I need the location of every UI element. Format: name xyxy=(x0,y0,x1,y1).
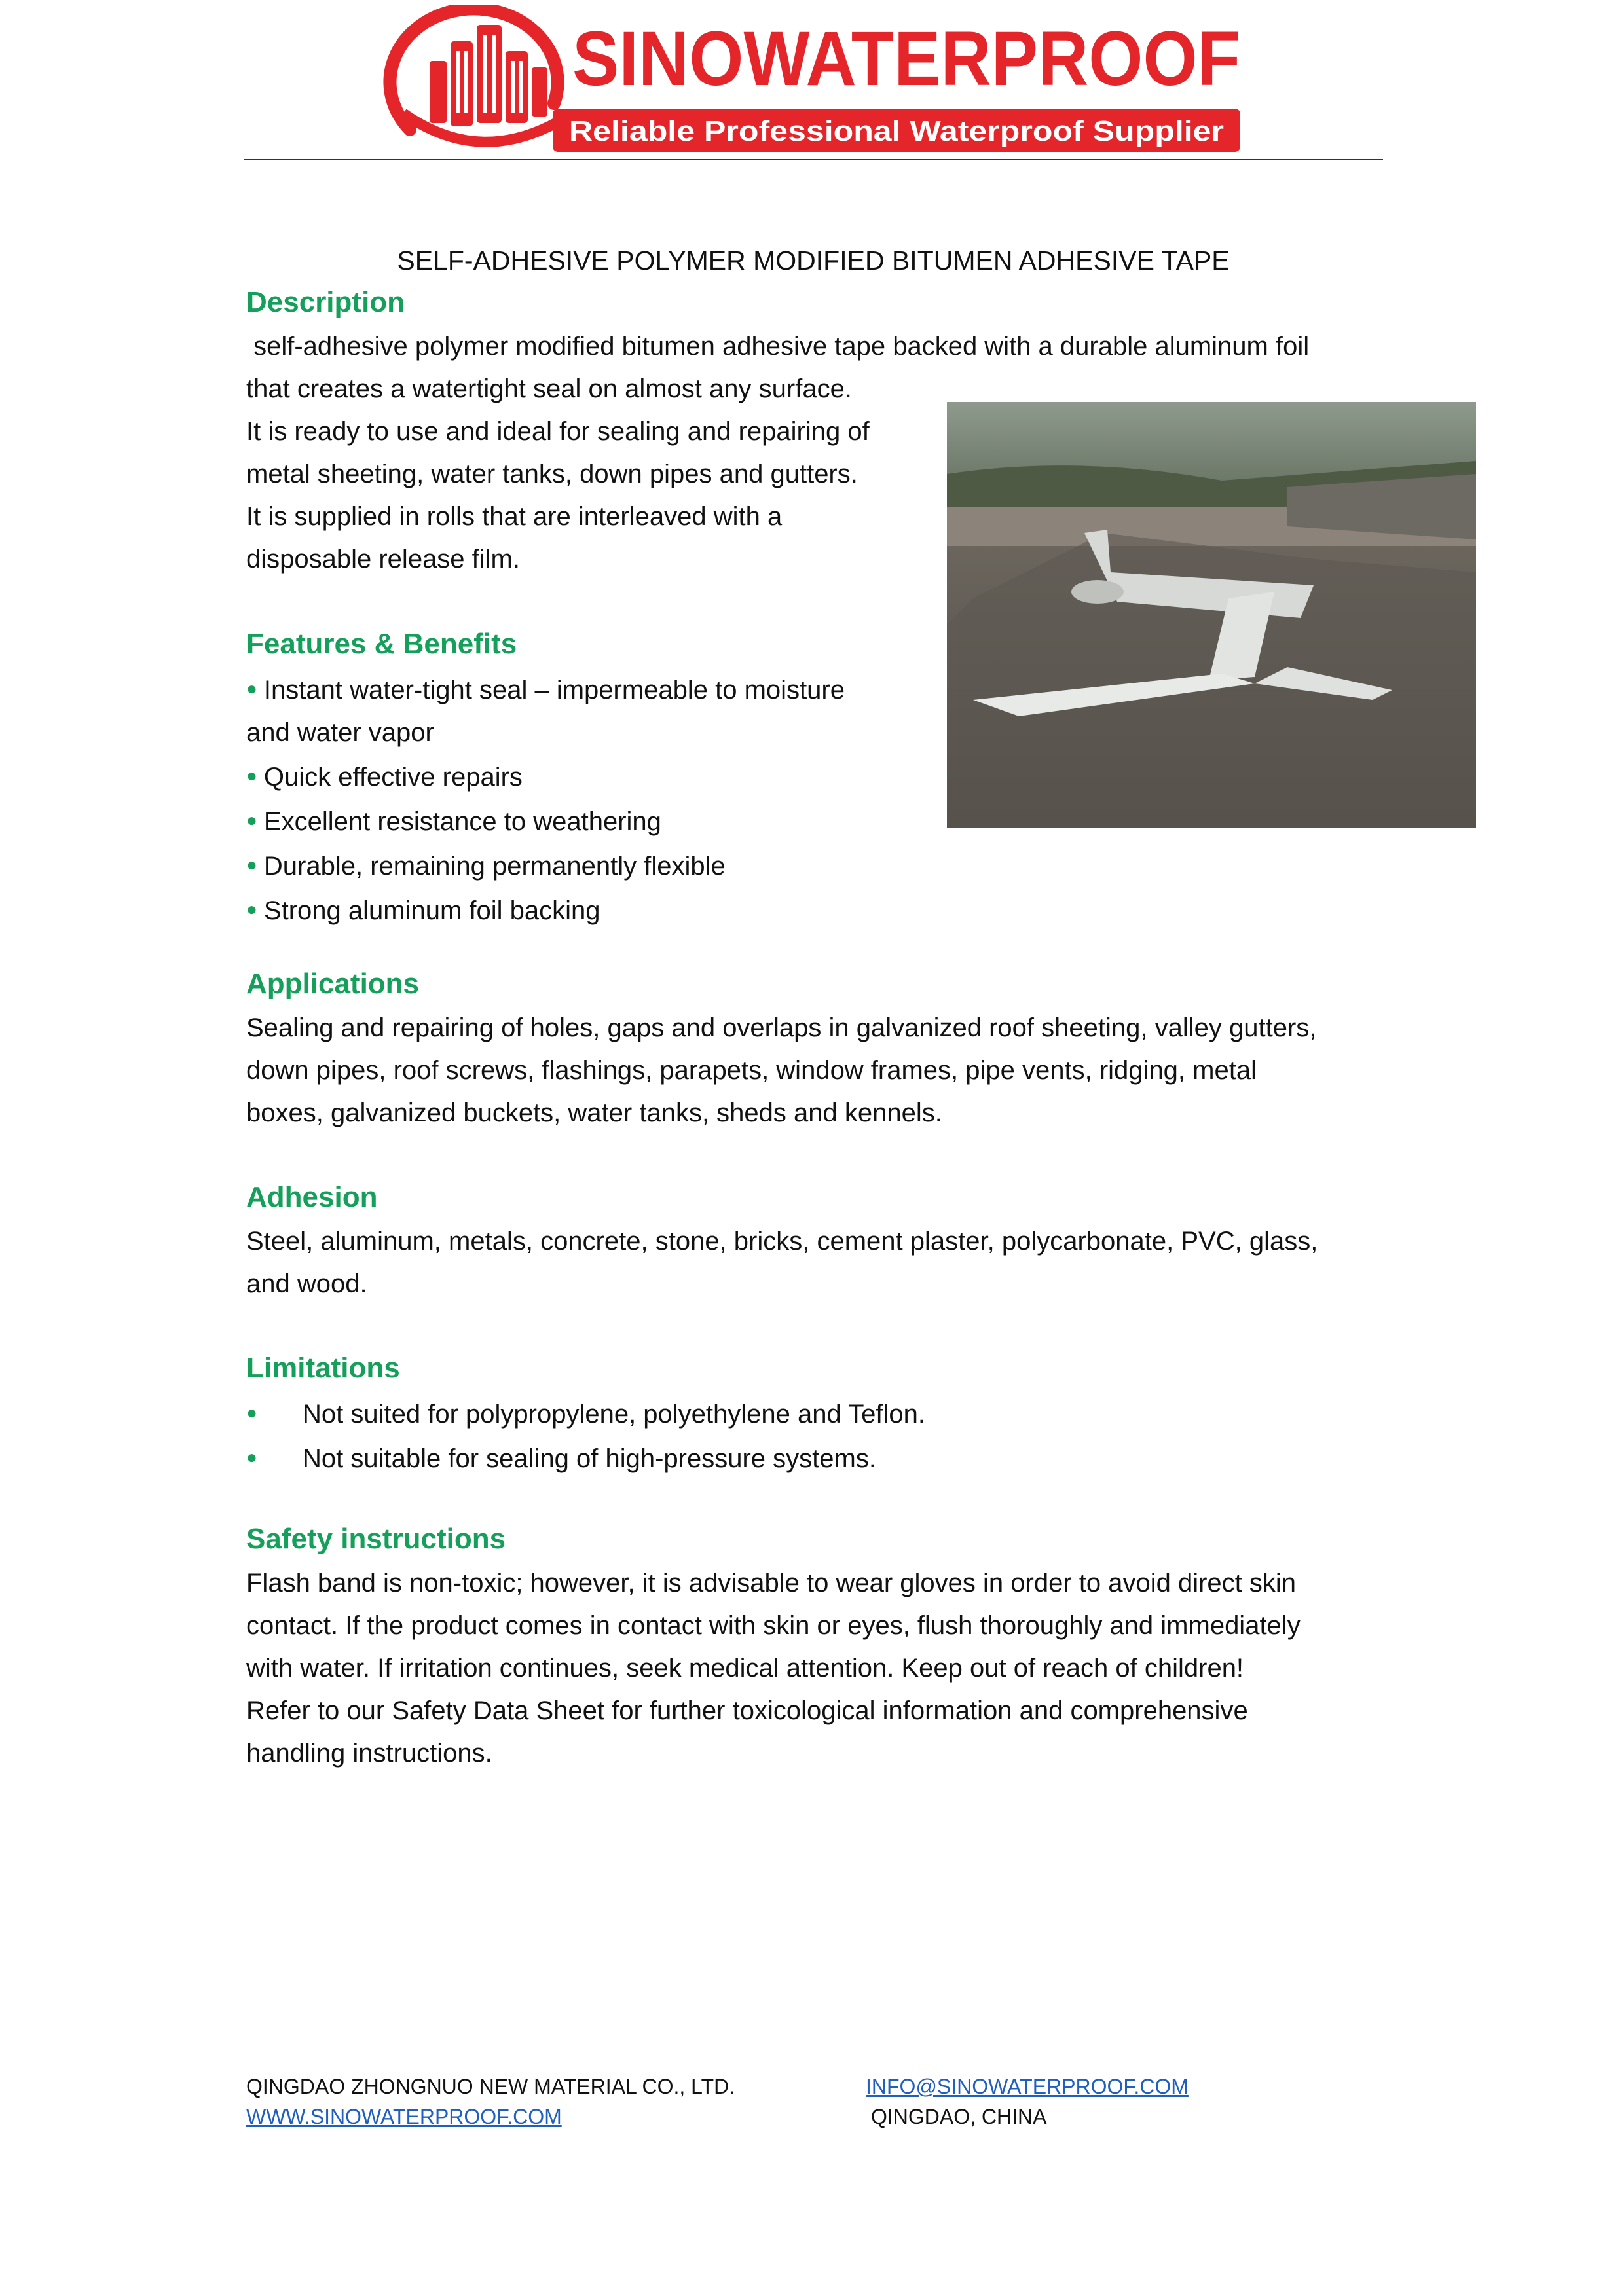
safety-text xyxy=(246,1562,1301,1775)
green-dot-icon: ● xyxy=(246,899,257,919)
footer-left xyxy=(246,2071,735,2132)
footer-right xyxy=(866,2071,1189,2132)
green-dot-icon: ● xyxy=(246,1402,257,1423)
description-line: metal sheeting, water tanks, down pipes and gutters. xyxy=(246,460,858,488)
applications-line: down pipes, roof screws, flashings, parapets, window frames, pipe vents, ridging, metal xyxy=(246,1056,1257,1085)
features-heading: Features & Benefits xyxy=(246,628,517,660)
green-dot-icon: ● xyxy=(246,854,257,875)
brand-tagline: Reliable Professional Waterproof Supplier xyxy=(569,115,1224,147)
list-item: ● Strong aluminum foil backing xyxy=(246,896,600,925)
list-item: ● Quick effective repairs xyxy=(246,763,523,792)
green-dot-icon: ● xyxy=(246,1447,257,1467)
green-dot-icon: ● xyxy=(246,810,257,830)
description-line: It is ready to use and ideal for sealing and repairing of xyxy=(246,417,870,446)
applications-line: Sealing and repairing of holes, gaps and overlaps in galvanized roof sheeting, valley gutters, xyxy=(246,1013,1317,1042)
description-heading: Description xyxy=(246,286,405,318)
footer-location: QINGDAO, CHINA xyxy=(871,2105,1047,2128)
green-dot-icon: ● xyxy=(246,765,257,786)
description-line: disposable release film. xyxy=(246,545,520,574)
description-line: self-adhesive polymer modified bitumen adhesive tape backed with a durable aluminum foil xyxy=(246,332,1310,361)
applications-text xyxy=(246,1007,1316,1135)
features-list xyxy=(246,667,845,932)
safety-line: handling instructions. xyxy=(246,1739,492,1768)
description-line: It is supplied in rolls that are interleaved with a xyxy=(246,502,783,531)
adhesion-line: Steel, aluminum, metals, concrete, stone, bricks, cement plaster, polycarbonate, PVC, glass, xyxy=(246,1227,1318,1256)
website-link[interactable]: WWW.SINOWATERPROOF.COM xyxy=(246,2105,562,2128)
safety-line: Flash band is non-toxic; however, it is advisable to wear gloves in order to avoid direct skin xyxy=(246,1569,1297,1597)
safety-heading: Safety instructions xyxy=(246,1523,506,1555)
email-link[interactable]: INFO@SINOWATERPROOF.COM xyxy=(866,2075,1189,2098)
safety-line: with water. If irritation continues, seek medical attention. Keep out of reach of children! xyxy=(246,1654,1244,1683)
list-item: ● Not suited for polypropylene, polyethylene and Teflon. xyxy=(246,1391,925,1436)
applications-line: boxes, galvanized buckets, water tanks, sheds and kennels. xyxy=(246,1099,942,1127)
brand-name: SINOWATERPROOF xyxy=(572,16,1240,102)
building-arc-logo-icon xyxy=(377,5,1255,157)
safety-line: contact. If the product comes in contact with skin or eyes, flush thoroughly and immediately xyxy=(246,1611,1301,1640)
list-item: ● Instant water-tight seal – impermeable to moisture xyxy=(246,676,845,704)
description-line: that creates a watertight seal on almost any surface. xyxy=(246,374,852,403)
green-dot-icon: ● xyxy=(246,678,257,699)
limitations-heading: Limitations xyxy=(246,1352,400,1384)
list-item: ● Not suitable for sealing of high-pressure systems. xyxy=(246,1436,925,1480)
document-title: SELF-ADHESIVE POLYMER MODIFIED BITUMEN ADHESIVE TAPE xyxy=(397,246,1230,276)
list-item-continuation: and water vapor xyxy=(246,718,434,747)
adhesion-line: and wood. xyxy=(246,1269,367,1298)
applications-heading: Applications xyxy=(246,968,420,1000)
footer-company: QINGDAO ZHONGNUO NEW MATERIAL CO., LTD. xyxy=(246,2075,735,2098)
limitations-list xyxy=(246,1391,925,1480)
list-item: ● Excellent resistance to weathering xyxy=(246,807,661,836)
list-item: ● Durable, remaining permanently flexible xyxy=(246,852,726,881)
roof-tape-photo-icon xyxy=(947,402,1476,828)
brand-logo xyxy=(377,5,1255,157)
header-divider xyxy=(244,159,1383,160)
adhesion-heading: Adhesion xyxy=(246,1181,378,1213)
safety-line: Refer to our Safety Data Sheet for further toxicological information and comprehensive xyxy=(246,1696,1248,1725)
product-photo xyxy=(947,402,1476,828)
adhesion-text xyxy=(246,1220,1318,1305)
